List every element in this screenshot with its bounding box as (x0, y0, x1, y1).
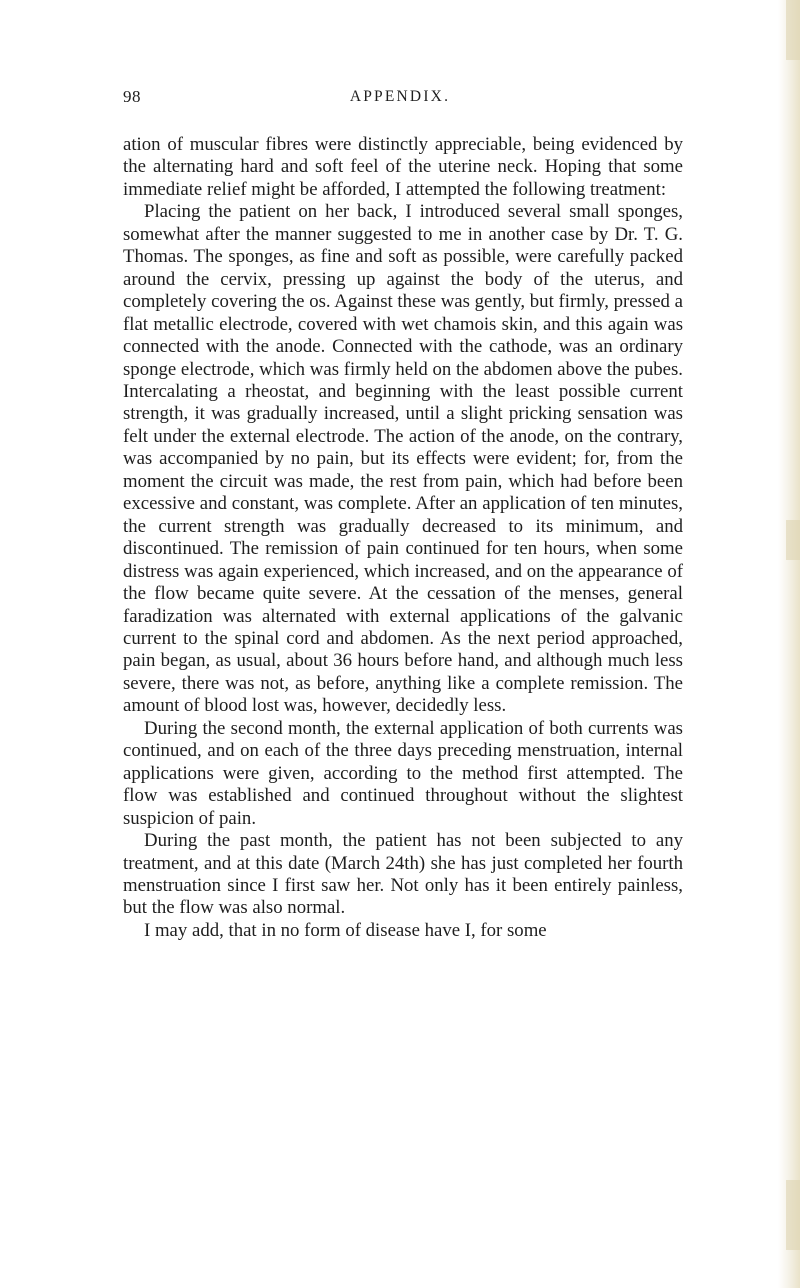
running-head: APPENDIX. (349, 88, 451, 105)
paragraph-closing: I may add, that in no form of disease have I, for some (144, 919, 547, 941)
page-number: 98 (123, 87, 141, 106)
page-edge-shadow (778, 0, 800, 1288)
paragraph-past-month: During the past month, the patient has not been subjected to any treatment, and at this date (March 24th) she has just completed her fourth menstruation since I first saw her. Not only has it been entirely painless, but the flow was also normal. (123, 830, 683, 919)
page-edge-tab (786, 520, 800, 560)
paragraph-continuation: ation of muscular fibres were distinctly appreciable, being evidenced by the alternating hard and soft feel of the uterine neck. Hoping that some immediate relief might be afforded, I attempted the following treatment: (123, 134, 683, 200)
page-edge-tab (786, 0, 800, 60)
body-text (123, 134, 683, 942)
page-header (0, 87, 800, 111)
page-edge-tab (786, 1180, 800, 1250)
paragraph-second-month: During the second month, the external application of both currents was continued, and on each of the three days preceding menstruation, internal applications were given, according to the method first attempted. The flow was established and continued throughout without the slightest suspicion of pain. (123, 717, 683, 829)
paragraph-treatment: Placing the patient on her back, I introduced several small sponges, somewhat after the manner suggested to me in another case by Dr. T. G. Thomas. The sponges, as fine and soft as possible, were carefully packed around the cervix, pressing up against the body of the uterus, and completely covering the os. Against these was gently, but firmly, pressed a flat metallic electrode, covered with wet chamois skin, and this again was connected with the anode. Connected with the cathode, was an ordinary sponge electrode, which was firmly held on the abdomen above the pubes. Intercalating a rheostat, and beginning with the least possible current strength, it was gradually increased, until a slight pricking sensation was felt under the external electrode. The action of the anode, on the contrary, was accompanied by no pain, but its effects were evident; for, from the moment the circuit was made, the rest from pain, which had before been excessive and constant, was complete. After an application of ten minutes, the current strength was gradually decreased to its minimum, and discontinued. The remission of pain continued for ten hours, when some distress was again experienced, which increased, and on the appearance of the flow became quite severe. At the cessation of the menses, general faradization was alternated with external applications of the galvanic current to the spinal cord and abdomen. As the next period approached, pain began, as usual, about 36 hours before hand, and although much less severe, there was not, as before, anything like a complete remission. The amount of blood lost was, however, decidedly less. (123, 201, 683, 717)
